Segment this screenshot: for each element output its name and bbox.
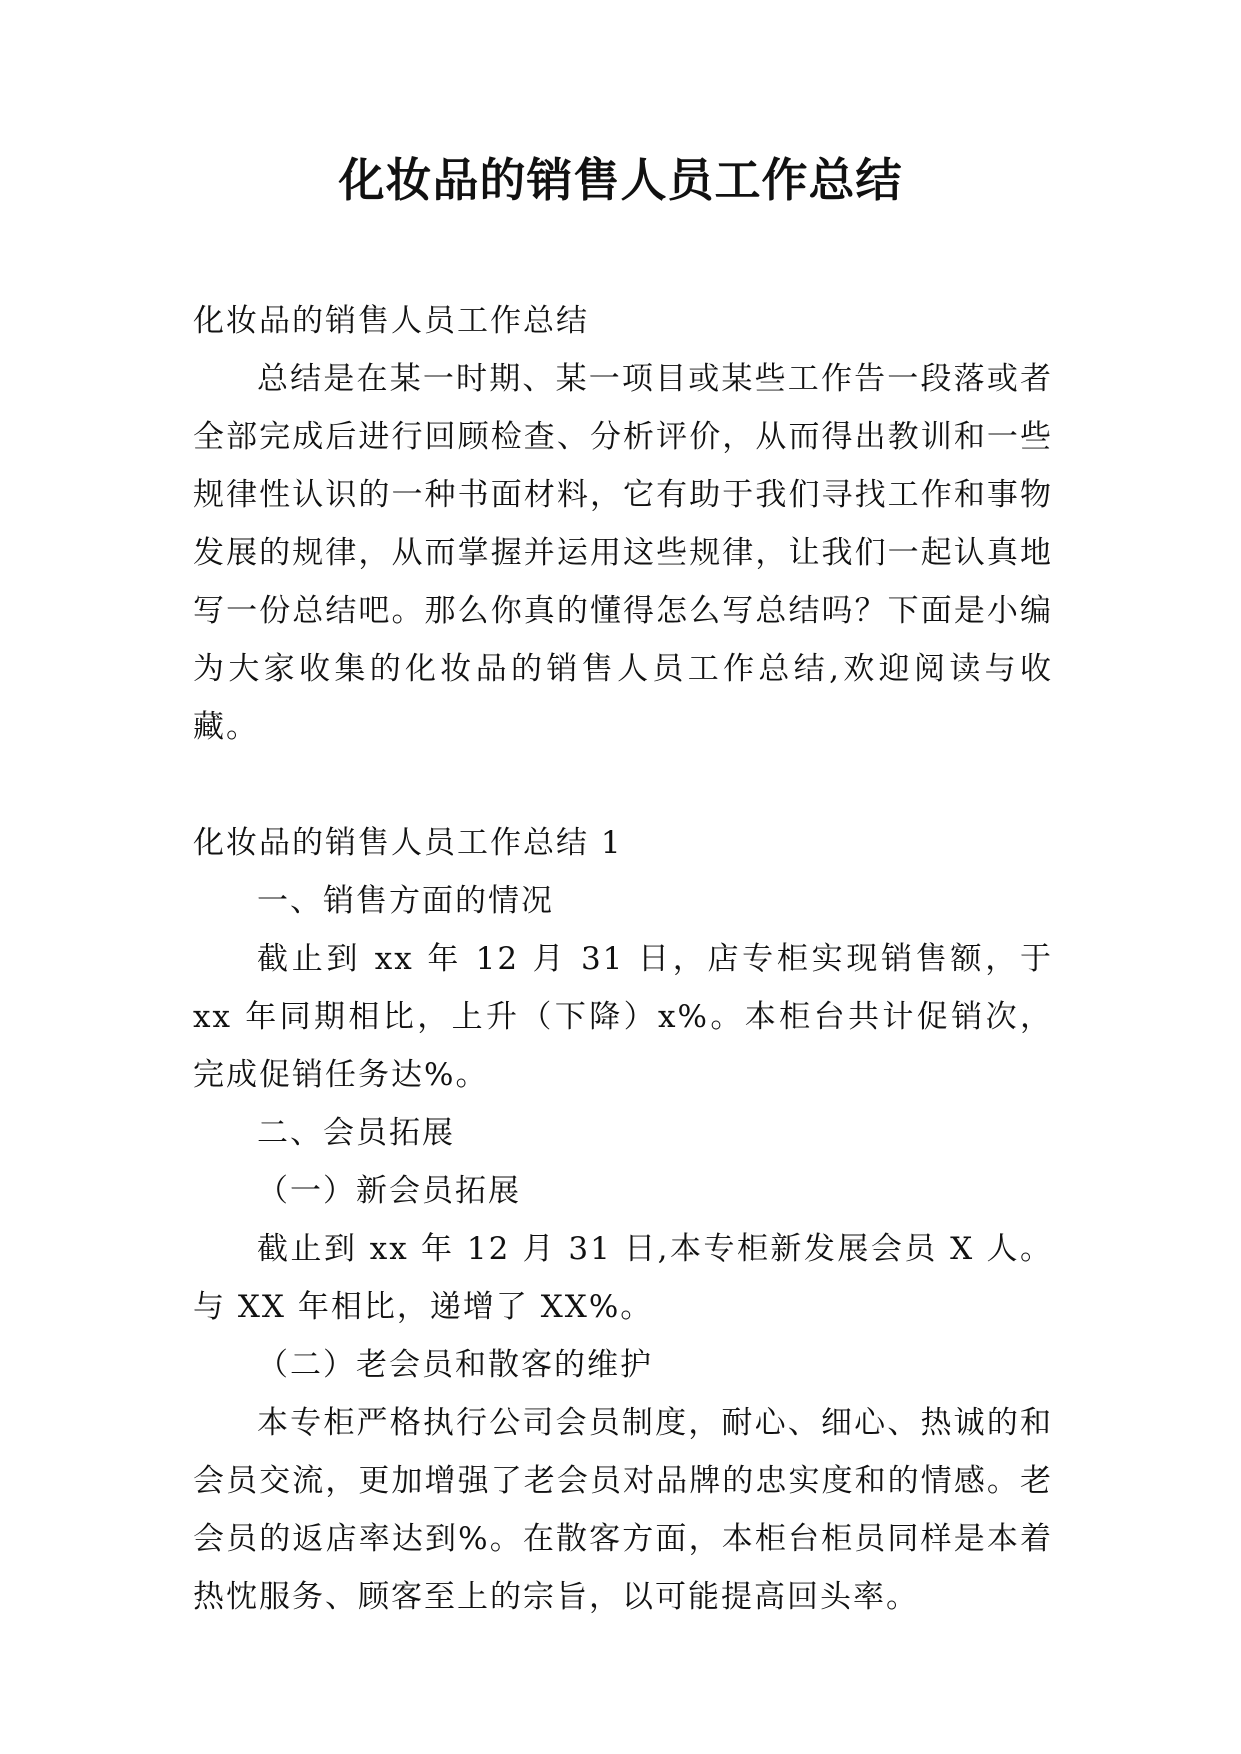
- heading-members: 二、会员拓展: [257, 1115, 455, 1151]
- heading-new-members: （一）新会员拓展: [257, 1173, 521, 1209]
- old-members-paragraph: 本专柜严格执行公司会员制度，耐心、细心、热诚的和会员交流，更加增强了老会员对品牌的忠实度和的情感。老会员的返店率达到%。在散客方面，本柜台柜员同样是本着热忱服务、顾客至上的宗旨，以可能提高回头率。: [193, 1405, 1053, 1615]
- section-title: 化妆品的销售人员工作总结 1: [193, 825, 623, 861]
- intro-paragraph: 总结是在某一时期、某一项目或某些工作告一段落或者全部完成后进行回顾检查、分析评价，从而得出教训和一些规律性认识的一种书面材料，它有助于我们寻找工作和事物发展的规律，从而掌握并运用这些规律，让我们一起认真地写一份总结吧。那么你真的懂得怎么写总结吗？下面是小编为大家收集的化妆品的销售人员工作总结,欢迎阅读与收藏。: [193, 361, 1053, 745]
- heading-old-members: （二）老会员和散客的维护: [257, 1347, 653, 1383]
- heading-sales: 一、销售方面的情况: [257, 883, 554, 919]
- sales-paragraph: 截止到 xx 年 12 月 31 日，店专柜实现销售额，于 xx 年同期相比，上升（下降）x%。本柜台共计促销次，完成促销任务达%。: [193, 941, 1053, 1093]
- document-body: [193, 292, 1053, 1626]
- document-title: 化妆品的销售人员工作总结: [338, 153, 903, 207]
- document-subtitle: 化妆品的销售人员工作总结: [193, 303, 589, 339]
- new-members-paragraph: 截止到 xx 年 12 月 31 日,本专柜新发展会员 X 人。与 XX 年相比，递增了 XX%。: [193, 1231, 1053, 1325]
- paragraph-gap: [193, 756, 1053, 814]
